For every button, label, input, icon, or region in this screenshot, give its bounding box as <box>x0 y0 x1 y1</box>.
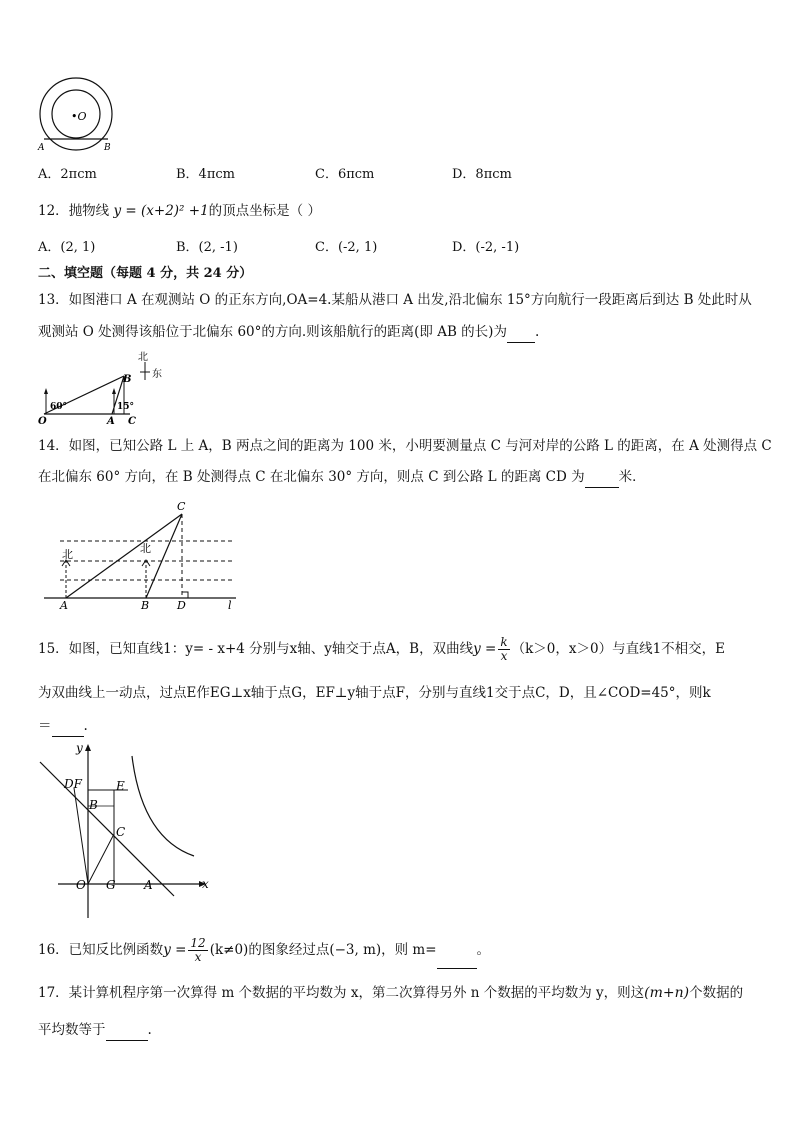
q15-fraction <box>498 636 509 663</box>
q12-suffix: 的顶点坐标是（ ） <box>208 203 321 219</box>
label-y: y <box>76 741 83 755</box>
q11-option-a[interactable]: A．2πcm <box>38 167 97 182</box>
q16-fraction <box>188 937 207 964</box>
q17-line2-text: 平均数等于 <box>38 1022 106 1038</box>
compass-north-label: 北 <box>138 352 148 363</box>
q16-suffix: 。 <box>476 942 491 958</box>
q15-line3 <box>38 716 88 737</box>
q12-option-a[interactable]: A．(2, 1) <box>38 240 96 255</box>
q15-frac-lhs: y = <box>473 641 497 657</box>
q12-stem <box>38 201 321 221</box>
label-o: O <box>38 416 47 427</box>
q15-line3-a: ＝ <box>38 718 52 734</box>
angle-15-label: 15° <box>117 402 135 412</box>
q15-answer-blank[interactable] <box>52 716 84 737</box>
label-b: B <box>123 374 132 385</box>
label-a: A <box>38 143 45 153</box>
q11-figure <box>34 74 124 154</box>
label-d: D <box>177 599 186 612</box>
q12-option-b[interactable]: B．(2, -1) <box>176 240 238 255</box>
q15-line1 <box>38 632 725 666</box>
q17-line2-end: . <box>147 1022 152 1038</box>
section-title: 二、填空题（每题 4 分，共 24 分） <box>38 266 253 281</box>
right-angle-d <box>182 592 188 598</box>
q11-option-c[interactable]: C．6πcm <box>315 167 375 182</box>
north-label-b: 北 <box>140 542 151 555</box>
q14-line1: 14．如图，已知公路 L 上 A，B 两点之间的距离为 100 米，小明要测量点 C 与河对岸的公路 L 的距离，在 A 处测得点 C <box>38 438 772 454</box>
q11-option-b[interactable]: B．4πcm <box>176 167 235 182</box>
q15-figure <box>34 738 224 922</box>
q12-option-d[interactable]: D．(-2, -1) <box>452 240 520 255</box>
q16-stem <box>38 932 490 969</box>
q11-option-d[interactable]: D．8πcm <box>452 167 512 182</box>
y-axis-arrow <box>85 744 91 751</box>
label-l: l <box>228 599 232 612</box>
q12-formula: y = (x+2)² +1 <box>113 203 209 219</box>
q17-line1-a: 17．某计算机程序第一次算得 m 个数据的平均数为 x，第二次算得另外 n 个数据的平均数为 y，则这 <box>38 985 645 1001</box>
q17-line1-b: 个数据的 <box>689 985 744 1001</box>
q16-frac-den: x <box>194 950 202 964</box>
label-g: G <box>106 878 116 892</box>
q15-frac-num: k <box>500 635 508 649</box>
q13-line2 <box>38 322 539 343</box>
label-b: B <box>104 143 111 153</box>
q16-middle: (k≠0)的图象经过点(−3, m)，则 m= <box>209 942 437 958</box>
q14-answer-blank[interactable] <box>585 467 619 488</box>
label-b: B <box>141 599 150 612</box>
label-c: C <box>128 416 136 427</box>
q16-answer-blank[interactable] <box>437 932 477 969</box>
label-a: A <box>60 599 68 612</box>
north-o-arrow <box>44 388 48 394</box>
angle-60-label: 60° <box>50 402 68 412</box>
label-a: A <box>144 878 153 892</box>
hyperbola <box>132 756 194 856</box>
q14-line2-end: 米． <box>618 469 646 485</box>
q14-figure <box>40 496 250 614</box>
label-a: A <box>107 416 115 427</box>
north-a-arrow <box>112 388 116 394</box>
label-df: DF <box>64 777 82 791</box>
q15-line2: 为双曲线上一动点，过点E作EG⊥x轴于点G，EF⊥y轴于点F，分别与直线1交于点C，D，且∠COD=45°，则k <box>38 685 711 701</box>
q15-frac-den: x <box>500 649 508 663</box>
q15-line1-a: 15．如图，已知直线1：y= - x+4 分别与x轴、y轴交于点A，B，双曲线 <box>38 641 474 657</box>
q12-number: 12． <box>38 203 69 219</box>
label-e: E <box>116 779 125 793</box>
q14-line2-text: 在北偏东 60° 方向，在 B 处测得点 C 在北偏东 30° 方向，则点 C 到公路 L 的距离 CD 为 <box>38 469 585 485</box>
north-label-a: 北 <box>62 548 73 561</box>
q14-line2 <box>38 467 646 488</box>
q17-line1 <box>38 983 743 1003</box>
q16-prefix: 16．已知反比例函数 <box>38 942 164 958</box>
line-oc <box>88 834 114 884</box>
q15-line1-b: （k＞0，x＞0）与直线1不相交，E <box>511 641 726 657</box>
label-c: C <box>116 825 126 839</box>
q13-line2-text: 观测站 O 处测得该船位于北偏东 60°的方向.则该船航行的距离(即 AB 的长)为 <box>38 324 507 340</box>
q17-line2 <box>38 1020 152 1041</box>
label-x: x <box>202 877 209 891</box>
q17-answer-blank[interactable] <box>106 1020 148 1041</box>
label-o: O <box>76 878 86 892</box>
q12-prefix: 抛物线 <box>68 203 110 219</box>
q17-paren: (m+n) <box>644 985 690 1001</box>
q13-figure <box>36 348 176 428</box>
q13-line2-end: . <box>534 324 540 340</box>
label-center-o: •O <box>71 110 87 123</box>
label-c: C <box>177 500 186 513</box>
q13-answer-blank[interactable] <box>507 322 535 343</box>
q15-line3-b: . <box>83 718 88 734</box>
q16-frac-lhs: y = <box>163 942 187 958</box>
q16-frac-num: 12 <box>190 936 206 950</box>
q13-line1: 13．如图港口 A 在观测站 O 的正东方向,OA=4.某船从港口 A 出发,沿北偏东 15°方向航行一段距离后到达 B 处此时从 <box>38 292 752 308</box>
q12-option-c[interactable]: C．(-2, 1) <box>315 240 378 255</box>
label-b: B <box>89 798 98 812</box>
line-l <box>40 762 174 896</box>
compass-east-label: 东 <box>152 369 162 380</box>
